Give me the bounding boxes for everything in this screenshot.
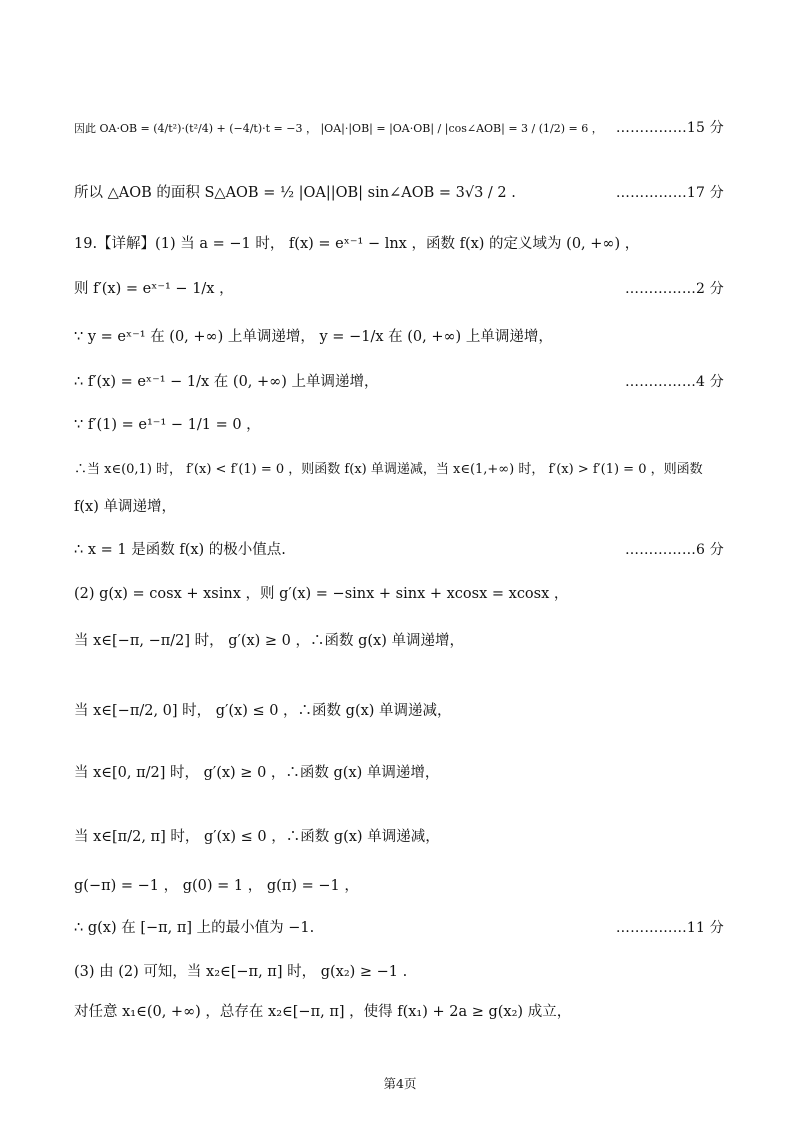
text-line	[74, 763, 724, 783]
text-line	[74, 827, 724, 847]
line-text: ∴当 x∈(0,1) 时， f′(x) < f′(1) = 0 ，则函数 f(x) 单调递减，当 x∈(1,+∞) 时， f′(x) > f′(1) = 0 ，则函数	[74, 462, 703, 477]
text-line	[74, 459, 724, 480]
page-number: 第4页	[383, 1076, 417, 1091]
line-text: ∵ y = eˣ⁻¹ 在 (0, +∞) 上单调递增， y = −1/x 在 (0, +∞) 上单调递增，	[74, 329, 553, 345]
text-line	[74, 918, 724, 938]
score-mark: ……………17 分	[615, 185, 724, 201]
text-line	[74, 327, 724, 347]
text-line	[74, 1002, 724, 1022]
text-line	[74, 372, 724, 392]
line-text: ∴ f′(x) = eˣ⁻¹ − 1/x 在 (0, +∞) 上单调递增，	[74, 374, 379, 390]
line-text: 当 x∈[π/2, π] 时， g′(x) ≤ 0 ，∴函数 g(x) 单调递减，	[74, 829, 440, 845]
score-mark: ……………6 分	[625, 542, 724, 558]
score-mark: ……………2 分	[625, 281, 724, 297]
text-line	[74, 279, 724, 299]
text-line	[74, 631, 724, 651]
line-text: (2) g(x) = cosx + xsinx ，则 g′(x) = −sinx + sinx + xcosx = xcosx ，	[74, 586, 569, 602]
score-mark: ……………15 分	[615, 120, 724, 136]
text-line	[74, 118, 724, 139]
line-text: ∴ g(x) 在 [−π, π] 上的最小值为 −1.	[74, 920, 315, 936]
line-text: 则 f′(x) = eˣ⁻¹ − 1/x ，	[74, 281, 234, 297]
line-text: ∵ f′(1) = e¹⁻¹ − 1/1 = 0 ，	[74, 417, 261, 433]
score-mark: ……………11 分	[615, 920, 724, 936]
text-line	[74, 497, 724, 517]
text-line	[74, 962, 724, 982]
line-text: ∴ x = 1 是函数 f(x) 的极小值点.	[74, 542, 286, 558]
line-text: 所以 △AOB 的面积 S△AOB = ½ |OA||OB| sin∠AOB = 3√3 / 2 .	[74, 185, 516, 201]
text-line	[74, 584, 724, 604]
line-text: f(x) 单调递增，	[74, 499, 176, 515]
text-line	[74, 234, 724, 254]
text-line	[74, 540, 724, 560]
line-text: g(−π) = −1 ， g(0) = 1 ， g(π) = −1 ，	[74, 878, 359, 894]
line-text: (3) 由 (2) 可知，当 x₂∈[−π, π] 时， g(x₂) ≥ −1 .	[74, 964, 408, 980]
line-text: 对任意 x₁∈(0, +∞) ，总存在 x₂∈[−π, π] ，使得 f(x₁) + 2a ≥ g(x₂) 成立，	[74, 1004, 572, 1020]
text-line	[74, 415, 724, 435]
line-text: 当 x∈[−π/2, 0] 时， g′(x) ≤ 0 ，∴函数 g(x) 单调递减，	[74, 703, 452, 719]
text-line	[74, 876, 724, 896]
text-line	[74, 183, 724, 203]
line-text: 因此 OA·OB = (4/t²)·(t²/4) + (−4/t)·t = −3 ， |OA|·|OB| = |OA·OB| / |cos∠AOB| = 3 / (1/2) = 6 ，	[74, 122, 603, 135]
score-mark: ……………4 分	[625, 374, 724, 390]
line-text: 19.【详解】(1) 当 a = −1 时， f(x) = eˣ⁻¹ − lnx ，函数 f(x) 的定义域为 (0, +∞) ，	[74, 236, 640, 252]
text-line	[74, 701, 724, 721]
line-text: 当 x∈[0, π/2] 时， g′(x) ≥ 0 ，∴函数 g(x) 单调递增，	[74, 765, 440, 781]
line-text: 当 x∈[−π, −π/2] 时， g′(x) ≥ 0 ，∴函数 g(x) 单调递增，	[74, 633, 464, 649]
